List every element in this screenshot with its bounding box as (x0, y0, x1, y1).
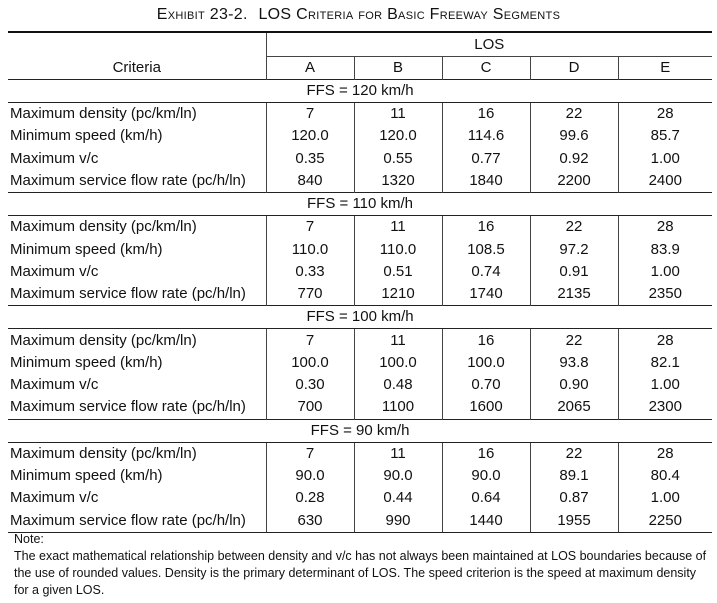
table-cell: 16 (442, 442, 530, 465)
criteria-label: Minimum speed (km/h) (10, 353, 163, 371)
ffs-section-header (8, 419, 712, 442)
table-cell: 0.70 (442, 374, 530, 396)
table-row (8, 261, 712, 283)
table-row (8, 103, 712, 126)
header-columns-row (8, 57, 712, 80)
los-group-header: LOS (266, 32, 712, 57)
table-cell: 0.92 (530, 148, 618, 170)
table-cell: 0.64 (442, 487, 530, 509)
table-cell: 700 (266, 396, 354, 419)
table-cell: 11 (354, 103, 442, 126)
table-cell: 114.6 (442, 125, 530, 147)
table-cell: 11 (354, 329, 442, 352)
los-level-header: D (530, 57, 618, 80)
table-cell: 28 (618, 216, 712, 239)
table-cell: 2250 (618, 509, 712, 532)
table-row (8, 170, 712, 193)
table-row (8, 374, 712, 396)
table-cell: 99.6 (530, 125, 618, 147)
table-cell: 22 (530, 329, 618, 352)
table-cell: 90.0 (266, 465, 354, 487)
criteria-label: Maximum v/c (10, 489, 99, 507)
table-cell: 0.90 (530, 374, 618, 396)
table-cell: 110.0 (354, 238, 442, 260)
criteria-label: Maximum density (pc/km/ln) (10, 105, 197, 123)
table-cell: 1600 (442, 396, 530, 419)
table-cell: 28 (618, 103, 712, 126)
table-cell: 0.44 (354, 487, 442, 509)
criteria-header: Criteria (112, 58, 161, 76)
criteria-label: Maximum density (pc/km/ln) (10, 218, 197, 236)
criteria-label: Maximum service flow rate (pc/h/ln) (10, 285, 246, 303)
table-cell: 97.2 (530, 238, 618, 260)
table-cell: 0.28 (266, 487, 354, 509)
table-row (8, 329, 712, 352)
header-los-row (8, 32, 712, 57)
table-cell: 22 (530, 442, 618, 465)
table-cell: 1.00 (618, 148, 712, 170)
table-row (8, 216, 712, 239)
table-cell: 100.0 (442, 352, 530, 374)
table-cell: 770 (266, 283, 354, 306)
table-cell: 0.48 (354, 374, 442, 396)
table-cell: 28 (618, 329, 712, 352)
table-cell: 83.9 (618, 238, 712, 260)
table-cell: 80.4 (618, 465, 712, 487)
table-cell: 2200 (530, 170, 618, 193)
table-cell: 1955 (530, 509, 618, 532)
table-cell: 0.35 (266, 148, 354, 170)
table-cell: 1320 (354, 170, 442, 193)
criteria-label: Maximum density (pc/km/ln) (10, 331, 197, 349)
note-heading: Note: (14, 532, 44, 546)
exhibit-title (0, 6, 717, 24)
table-cell: 1.00 (618, 374, 712, 396)
table-cell: 840 (266, 170, 354, 193)
table-cell: 93.8 (530, 352, 618, 374)
table-cell: 11 (354, 442, 442, 465)
table-cell: 0.91 (530, 261, 618, 283)
table-cell: 2400 (618, 170, 712, 193)
ffs-section-header (8, 80, 712, 103)
table-cell: 0.51 (354, 261, 442, 283)
table-cell: 22 (530, 103, 618, 126)
table-cell: 0.87 (530, 487, 618, 509)
table-cell: 2135 (530, 283, 618, 306)
table-cell: 1840 (442, 170, 530, 193)
table-row (8, 465, 712, 487)
ffs-section-header (8, 306, 712, 329)
table-cell: 0.30 (266, 374, 354, 396)
table-cell: 2350 (618, 283, 712, 306)
table-cell: 7 (266, 329, 354, 352)
criteria-label: Maximum service flow rate (pc/h/ln) (8, 509, 266, 532)
table-row (8, 148, 712, 170)
table-cell: 90.0 (442, 465, 530, 487)
los-level-header: B (354, 57, 442, 80)
criteria-label: Minimum speed (km/h) (10, 127, 163, 145)
los-level-header: C (442, 57, 530, 80)
table-cell: 16 (442, 329, 530, 352)
table-cell: 0.55 (354, 148, 442, 170)
table-row (8, 283, 712, 306)
criteria-label: Maximum v/c (10, 262, 99, 280)
table-row (8, 352, 712, 374)
table-cell: 1.00 (618, 261, 712, 283)
exhibit-title-text: LOS Criteria for Basic Freeway Segments (258, 6, 561, 23)
table-cell: 120.0 (354, 125, 442, 147)
table-cell: 7 (266, 442, 354, 465)
los-level-header: A (266, 57, 354, 80)
table-cell: 28 (618, 442, 712, 465)
table-cell: 82.1 (618, 352, 712, 374)
los-level-header: E (618, 57, 712, 80)
table-cell: 0.77 (442, 148, 530, 170)
ffs-section-header (8, 193, 712, 216)
table-row (8, 487, 712, 509)
table-cell: 990 (354, 509, 442, 532)
table-cell: 11 (354, 216, 442, 239)
table-row (8, 125, 712, 147)
los-criteria-table (8, 31, 712, 533)
table-note (14, 531, 714, 599)
table-cell: 1.00 (618, 487, 712, 509)
table-cell: 120.0 (266, 125, 354, 147)
table-cell: 85.7 (618, 125, 712, 147)
table-cell: 1740 (442, 283, 530, 306)
table-cell: 16 (442, 103, 530, 126)
criteria-label: Maximum service flow rate (pc/h/ln) (10, 172, 246, 190)
table-cell: 16 (442, 216, 530, 239)
table-cell: 2300 (618, 396, 712, 419)
criteria-label: Maximum v/c (10, 149, 99, 167)
table-cell: 108.5 (442, 238, 530, 260)
table-row (8, 396, 712, 419)
table-cell: 2065 (530, 396, 618, 419)
table-cell: 0.74 (442, 261, 530, 283)
table-cell: 100.0 (266, 352, 354, 374)
criteria-label: Minimum speed (km/h) (10, 467, 163, 484)
criteria-label: Minimum speed (km/h) (10, 240, 163, 258)
table-cell: 1100 (354, 396, 442, 419)
table-cell: 90.0 (354, 465, 442, 487)
table-row (8, 238, 712, 260)
table-cell: 1440 (442, 509, 530, 532)
table-cell: 0.33 (266, 261, 354, 283)
criteria-label: Maximum density (pc/km/ln) (10, 444, 197, 462)
exhibit-number: Exhibit 23-2. (156, 6, 248, 23)
ffs-label: FFS = 120 km/h (8, 80, 712, 103)
criteria-label: Maximum v/c (10, 376, 99, 394)
table-cell: 110.0 (266, 238, 354, 260)
table-cell: 89.1 (530, 465, 618, 487)
ffs-label: FFS = 90 km/h (8, 419, 712, 442)
table-cell: 22 (530, 216, 618, 239)
note-text: The exact mathematical relationship between density and v/c has not always been maintained at LOS boundaries because of the use of rounded values. Density is the primary determinant of LOS. The speed criterion is the speed at maximum density for a given LOS. (14, 549, 707, 597)
table-cell: 7 (266, 216, 354, 239)
criteria-label: Maximum service flow rate (pc/h/ln) (10, 398, 246, 416)
ffs-label: FFS = 110 km/h (8, 193, 712, 216)
ffs-label: FFS = 100 km/h (8, 306, 712, 329)
table-row (8, 442, 712, 465)
table-row (8, 509, 712, 532)
table-cell: 630 (266, 509, 354, 532)
table-cell: 7 (266, 103, 354, 126)
table-cell: 100.0 (354, 352, 442, 374)
table-cell: 1210 (354, 283, 442, 306)
